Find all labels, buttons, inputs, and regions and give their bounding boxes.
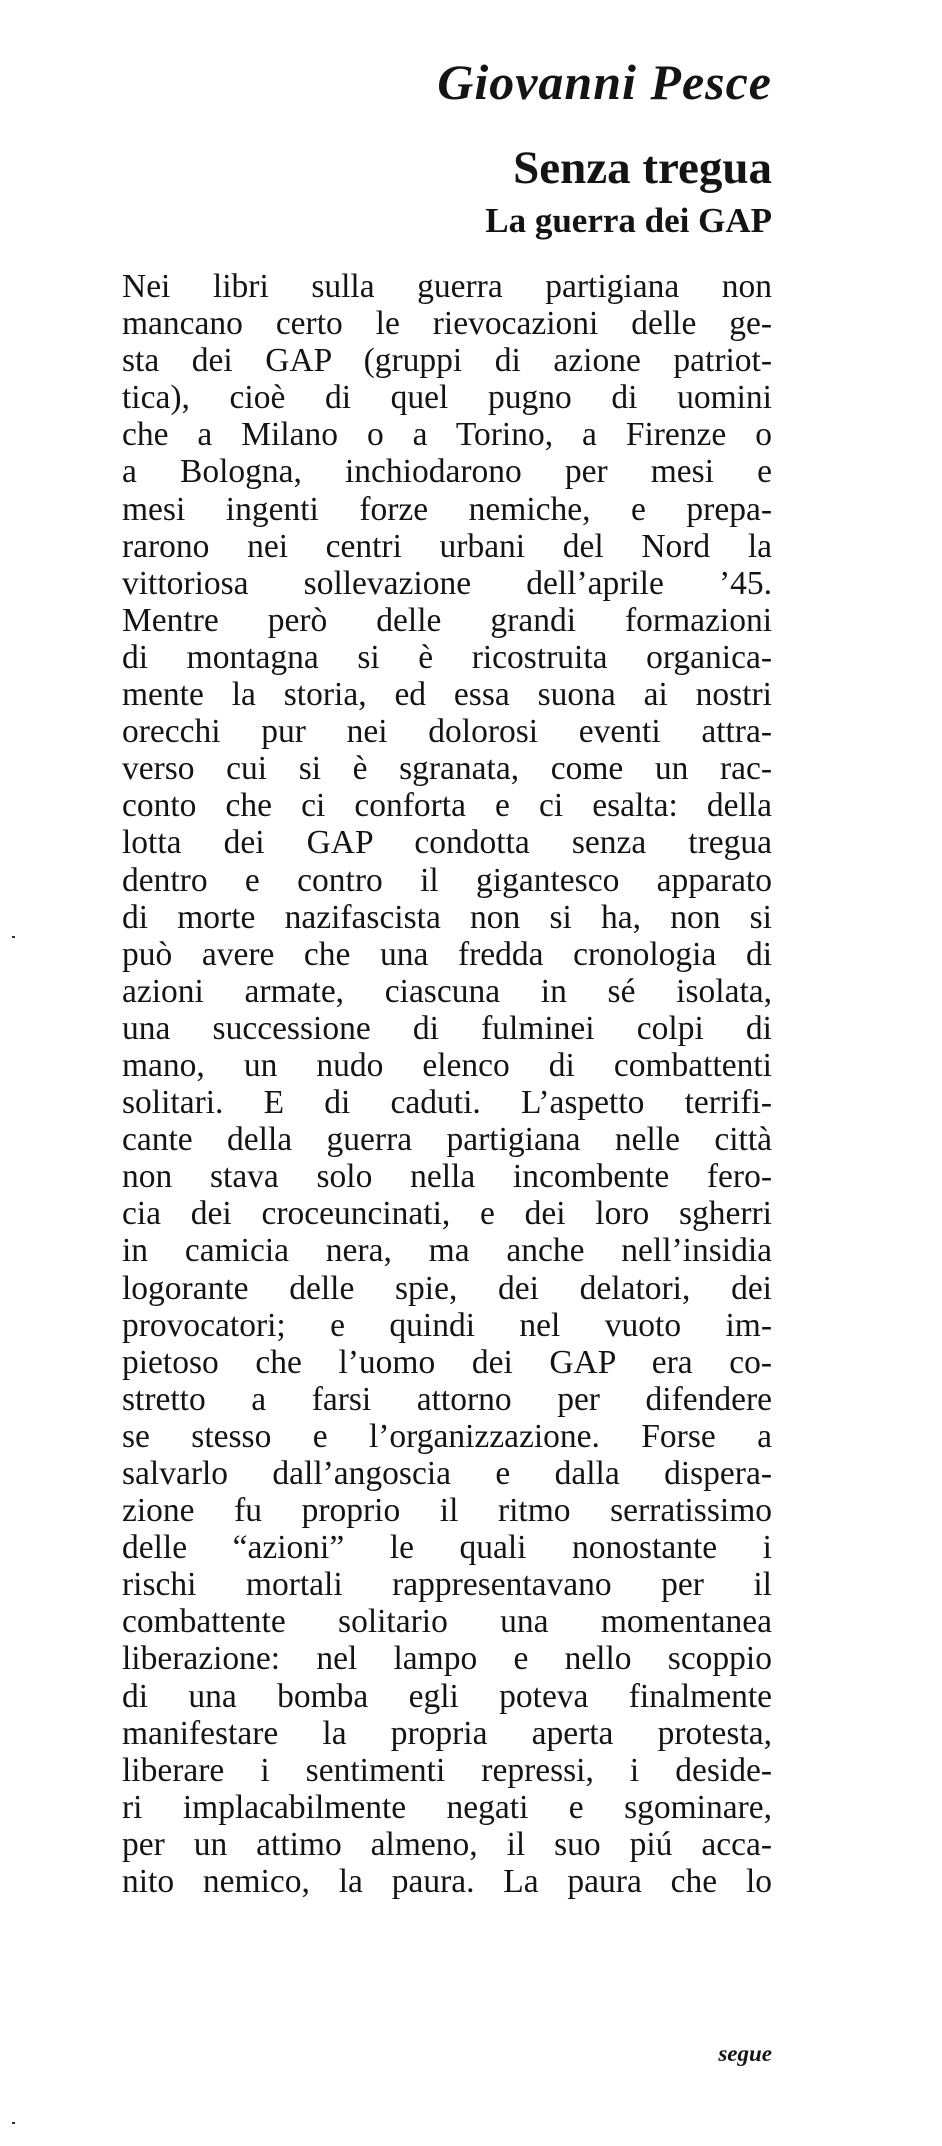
blurb-line: orecchi pur nei dolorosi eventi attra- xyxy=(122,713,772,751)
blurb-line: tica), cioè di quel pugno di uomini xyxy=(122,379,772,417)
continues-label: segue xyxy=(718,2041,772,2066)
blurb-line: provocatori; e quindi nel vuoto im- xyxy=(122,1306,772,1344)
blurb-line: solitari. E di caduti. L’aspetto terrifi- xyxy=(122,1084,772,1122)
blurb-line: zione fu proprio il ritmo serratissimo xyxy=(122,1492,772,1530)
blurb-line: rarono nei centri urbani del Nord la xyxy=(122,527,772,565)
blurb-line: verso cui si è sgranata, come un rac- xyxy=(122,750,772,788)
blurb-line: liberare i sentimenti repressi, i deside- xyxy=(122,1751,772,1789)
blurb-text xyxy=(122,268,772,1900)
book-subtitle: La guerra dei GAP xyxy=(485,201,772,240)
blurb-line: manifestare la propria aperta protesta, xyxy=(122,1714,772,1752)
blurb-line: mesi ingenti forze nemiche, e prepa- xyxy=(122,490,772,528)
blurb-line: sta dei GAP (gruppi di azione patriot- xyxy=(122,342,772,380)
blurb-line: delle “azioni” le quali nonostante i xyxy=(122,1529,772,1567)
blurb-line: Nei libri sulla guerra partigiana non xyxy=(122,268,772,305)
blurb-line: logorante delle spie, dei delatori, dei xyxy=(122,1269,772,1307)
blurb-line: azioni armate, ciascuna in sé isolata, xyxy=(122,972,772,1010)
blurb-line: rischi mortali rappresentavano per il xyxy=(122,1566,772,1604)
blurb-line: in camicia nera, ma anche nell’insidia xyxy=(122,1232,772,1270)
blurb-line: nito nemico, la paura. La paura che lo xyxy=(122,1863,772,1901)
blurb-line: pietoso che l’uomo dei GAP era co- xyxy=(122,1343,772,1381)
blurb-line: cante della guerra partigiana nelle città xyxy=(122,1121,772,1159)
blurb-line: di morte nazifascista non si ha, non si xyxy=(122,898,772,936)
blurb-line: può avere che una fredda cronologia di xyxy=(122,935,772,973)
blurb-line: per un attimo almeno, il suo piú acca- xyxy=(122,1825,772,1863)
blurb-line: stretto a farsi attorno per difendere xyxy=(122,1380,772,1418)
blurb-line: conto che ci conforta e ci esalta: della xyxy=(122,787,772,825)
blurb-line: una successione di fulminei colpi di xyxy=(122,1009,772,1047)
blurb-line: mente la storia, ed essa suona ai nostri xyxy=(122,676,772,714)
blurb-line: non stava solo nella incombente fero- xyxy=(122,1158,772,1196)
blurb-line: a Bologna, inchiodarono per mesi e xyxy=(122,453,772,491)
blurb-line: combattente solitario una momentanea xyxy=(122,1603,772,1641)
blurb-line: Mentre però delle grandi formazioni xyxy=(122,601,772,639)
blurb-line: lotta dei GAP condotta senza tregua xyxy=(122,824,772,862)
blurb-line: vittoriosa sollevazione dell’aprile ’45. xyxy=(122,564,772,602)
blurb-line: salvarlo dall’angoscia e dalla dispera- xyxy=(122,1455,772,1492)
blurb-line: se stesso e l’organizzazione. Forse a xyxy=(122,1417,772,1455)
page-speck xyxy=(12,936,15,938)
blurb-line: mancano certo le rievocazioni delle ge- xyxy=(122,305,772,343)
blurb-line: ri implacabilmente negati e sgominare, xyxy=(122,1788,772,1826)
book-title: Senza tregua xyxy=(513,142,772,194)
page-speck xyxy=(12,2122,15,2124)
blurb-line: mano, un nudo elenco di combattenti xyxy=(122,1046,772,1084)
blurb-line: di montagna si è ricostruita organica- xyxy=(122,638,772,676)
blurb-line: che a Milano o a Torino, a Firenze o xyxy=(122,416,772,454)
blurb-line: di una bomba egli poteva finalmente xyxy=(122,1677,772,1715)
author-name: Giovanni Pesce xyxy=(437,54,772,110)
blurb-line: liberazione: nel lampo e nello scoppio xyxy=(122,1640,772,1678)
blurb-line: cia dei croceuncinati, e dei loro sgherri xyxy=(122,1195,772,1233)
blurb-line: dentro e contro il gigantesco apparato xyxy=(122,861,772,899)
